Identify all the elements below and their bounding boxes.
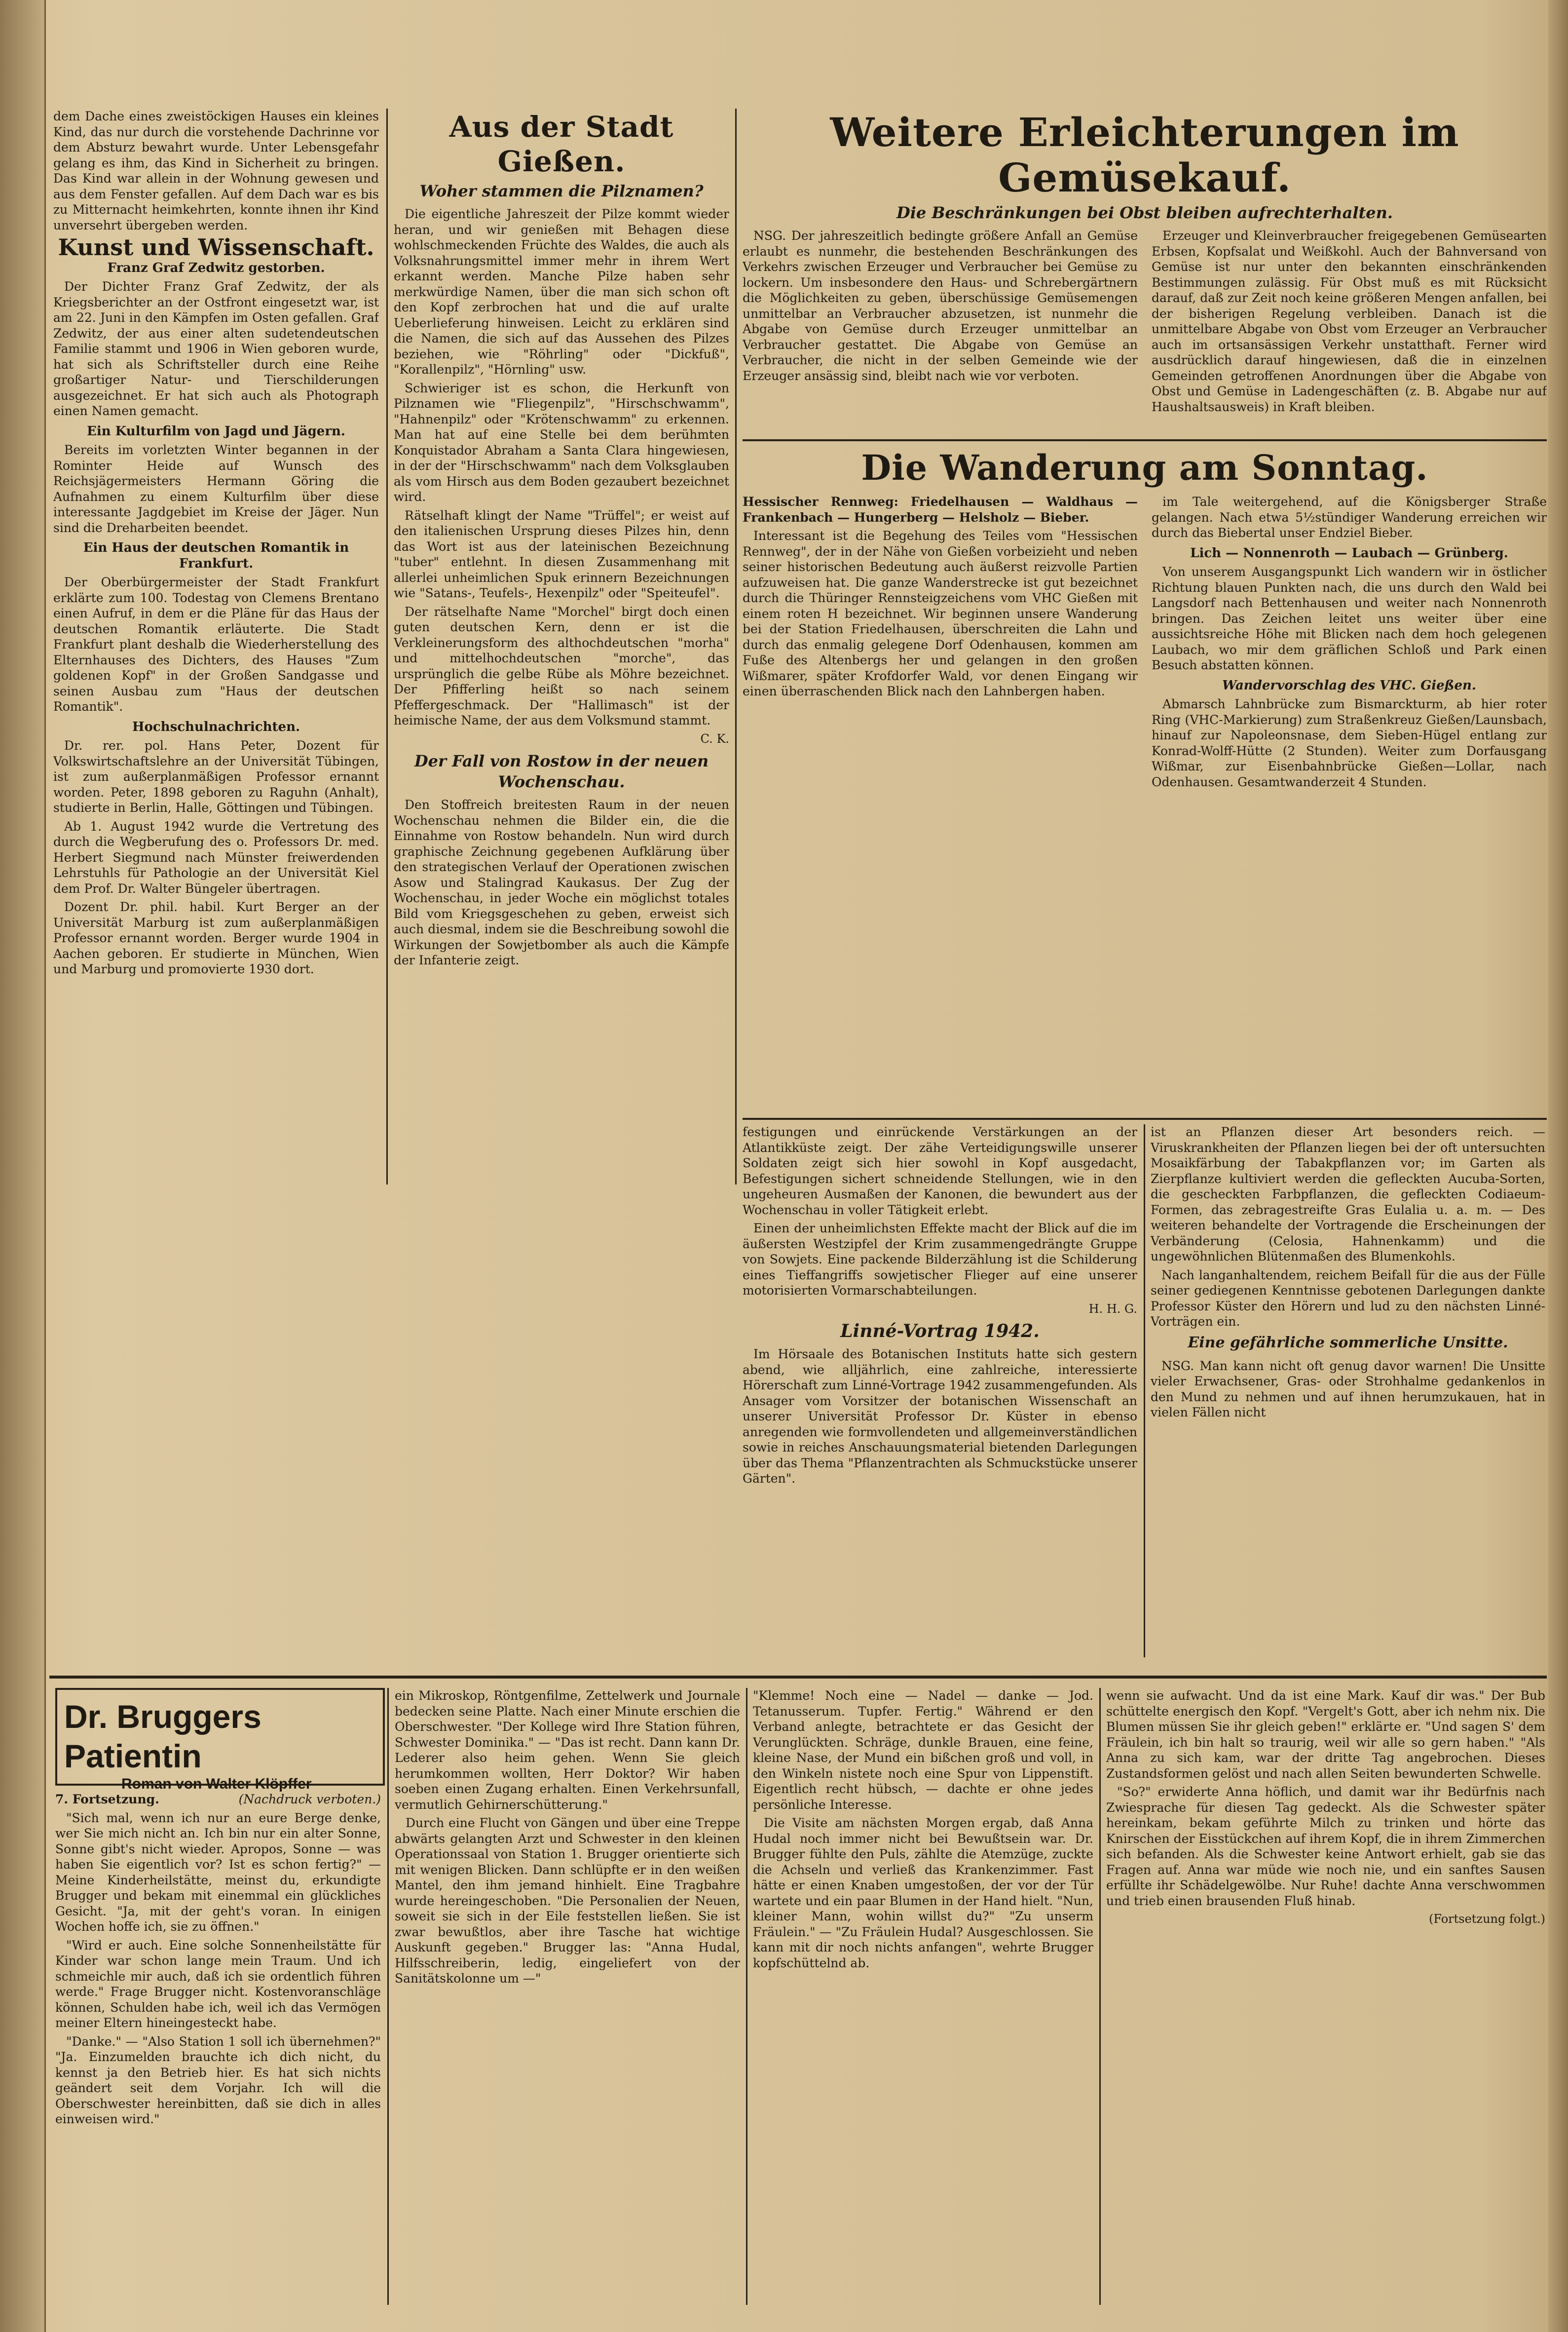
- article-title-pilznamen: Woher stammen die Pilznamen?: [419, 182, 704, 200]
- wander-route-1: Hessischer Rennweg: Friedelhausen — Waldhaus — Frankenbach — Hungerberg — Helsholz — Bieber.: [743, 495, 1138, 525]
- pilz-text-4: Der rätselhafte Name "Morchel" birgt doch einen guten deutschen Kern, denn er ist die Verkleinerungsform des althochdeutschen "morha" und mittelhochdeutschen "morche", das ursprünglich die gelbe Rübe als Möhre bezeichnet. Der Pfifferling heißt so nach seinem Pfeffergeschmack. Der "Hallimasch" ist der heimische Name, der aus dem Volksmund stammt.: [394, 604, 729, 727]
- novel-column-1: [55, 1792, 381, 2305]
- linne-text-1: Im Hörsaale des Botanischen Instituts hatte sich gestern abend, wie alljährlich, eine zahlreiche, interessierte Hörerschaft zum Linné-Vortrage 1942 zusammengefunden. Als Ansager vom Vorsitzer der botanischen Wissenschaft an unserer Universität Professor Dr. Küster in ebenso anregenden wie formvollendeten und allgemeinverständlichen sowie in reiches Anschauungsmaterial bietenden Darlegungen über das Thema "Pflanzentrachten als Schmuckstücke unserer Gärten".: [743, 1347, 1137, 1486]
- gemuese-text-1: NSG. Der jahreszeitlich bedingte größere Anfall an Gemüse erlaubt es nunmehr, die bestehenden Beschränkungen des Verkehrs zwischen Erzeuger und Verbraucher bei Gemüse zu lockern. Um insbesondere den Haus- und Schrebergärtnern die Möglichkeiten zu geben, überschüssige Gemüsemengen unmittelbar an Verbraucher abzusetzen, ist nunmehr die Abgabe von Gemüse durch Erzeuger unmittelbar an Verbraucher gestattet. Die Abgabe von Gemüse an Verbraucher, die nicht in der selben Gemeinde wie der Erzeuger ansässig sind, bleibt nach wie vor verboten.: [743, 229, 1138, 383]
- novel-notice: (Nachdruck verboten.): [238, 1792, 381, 1806]
- rostow-text: Den Stoffreich breitesten Raum in der neuen Wochenschau nehmen die Bilder ein, die die Einnahme von Rostow behandeln. Nun wird durch graphische Zeichnung gegebenen Aufklärung über den strategischen Verlauf der Operationen zwischen Asow und Stalingrad Kaukasus. Der Zug der Wochenschau, in jeder Woche ein möglichst totales Bild vom Kriegsgeschehen zu geben, erweist sich auch diesmal, indem sie die Beschreibung sowohl die Wirkungen der Sowjetbomber als auch die Kämpfe der Infanterie zeigt.: [394, 798, 729, 967]
- novel-text-1: "Sich mal, wenn ich nur an eure Berge denke, wer Sie mich nicht an. Ich bin nur ein alter Sonne, Sonne gibt's nicht wieder. Apropos, Sonne — was haben Sie eigentlich vor? Ist es schon fertig?" — Meine Kinderheilstätte, meinst du, erkundigte Brugger und bekam mit einemmal ein glückliches Gesicht. "Ja, mit der geht's voran. In einigen Wochen hoffe ich, sie zu öffnen.": [55, 1810, 381, 1934]
- unsitte-text: NSG. Man kann nicht oft genug davor warnen! Die Unsitte vieler Erwachsener, Gras- oder Strohhalme gedankenlos in den Mund zu nehmen und auf ihnen herumzukauen, hat in vielen Fällen nicht: [1151, 1358, 1545, 1419]
- section-rule: [743, 439, 1547, 441]
- adjacent-page-strip: [0, 0, 46, 2332]
- headline-wanderung: Die Wanderung am Sonntag.: [861, 447, 1428, 488]
- novel-text-8: wenn sie aufwacht. Und da ist eine Mark. Kauf dir was." Der Bub schüttelte energisch den Kopf. "Vergelt's Gott, aber ich nehm nix. Die Blumen müssen Sie ihr gleich geben!" erklärte er. "Und sagen S' dem Fräulein, ich bin halt so traurig, weil wir alle so gern haben." "Als Anna zu sich kam, war der dritte Tag angebrochen. Dieses Zustandsformen gelöst und nach allen Seiten bewunderten Schwelle.: [1106, 1688, 1545, 1781]
- column-rule: [386, 109, 388, 1185]
- gemuese-text-2: Erzeuger und Kleinverbraucher freigegebenen Gemüsearten Erbsen, Kopfsalat und Weißkohl. Auch der Bahnversand von Gemüse ist nur unter den bekannten einschränkenden Bestimmungen zulässig. Für Obst muß es mit Rücksicht darauf, daß zur Zeit noch keine größeren Mengen anfallen, bei der bisherigen Regelung verbleiben. Danach ist die unmittelbare Abgabe von Obst vom Erzeuger an Verbraucher auch im ortsansässigen Verkehr unstatthaft. Ferner wird ausdrücklich darauf hingewiesen, daß die in einzelnen Gemeinden getroffenen Anordnungen über die Abgabe von Obst und Gemüse in Ladengeschäften (z. B. Abgabe nur auf Haushaltsausweis) in Kraft bleiben.: [1152, 229, 1547, 414]
- novel-column-2: [395, 1688, 740, 2305]
- novel-text-2: "Wird er auch. Eine solche Sonnenheilstätte für Kinder war schon lange mein Traum. Und ich schmeichle mir auch, daß ich sie ordentlich führen werde." Frage Brugger nicht. Kostenvoranschläge können, Schulden habe ich, weil ich das Vermögen meiner Eltern hineingesteckt habe.: [55, 1938, 381, 2030]
- byline: C. K.: [700, 731, 729, 746]
- column-linne: [743, 1124, 1137, 1667]
- article-title-hochschul: Hochschulnachrichten.: [132, 719, 300, 734]
- pilz-text-2: Schwieriger ist es schon, die Herkunft von Pilznamen wie "Fliegenpilz", "Hirschschwamm", "Hahnenpilz" oder "Krötenschwamm" zu erkennen. Man hat auf eine Stelle bei dem berühmten Konquistador Abraham a Santa Clara hingewiesen, in der der "Hirschschwamm" nach dem Volksglauben als vom Hirsch aus dem Boden gezaubert bezeichnet wird.: [394, 381, 729, 504]
- novel-top-rule: [49, 1676, 1547, 1679]
- wander-text-4: Abmarsch Lahnbrücke zum Bismarckturm, ab hier roter Ring (VHC-Markierung) zum Straßenkreuz Gießen/Launsbach, hinauf zur Napoleonsnase, dem Sieben-Hügel entlang zur Konrad-Wolff-Hütte (2 Stunden). Weiter zum Dorfausgang Wißmar, zur Eisenbahnbrücke Gießen—Lollar, nach Odenhausen. Gesamtwanderzeit 4 Stunden.: [1152, 697, 1547, 789]
- wander-text-3: Von unserem Ausgangspunkt Lich wandern wir in östlicher Richtung blauen Punkten nach, die uns durch den Wald bei Langsdorf nach Bettenhausen und weiter nach Nonnenroth bringen. Das Zeichen leitet uns weiter über eine aussichtsreiche Höhe mit Blicken nach dem hoch gelegenen Laubach, wo mir dem gräflichen Schloß und Park einen Besuch abstatten können.: [1152, 565, 1547, 672]
- wander-text-1: Interessant ist die Begehung des Teiles vom "Hessischen Rennweg", der in der Nähe von Gießen vorbeizieht und neben seiner historischen Bedeutung auch äußerst reizvolle Partien aufzuweisen hat. Die ganze Wanderstrecke ist gut bezeichnet durch die Thüringer Rennsteigzeichens vom VHC Gießen mit einem roten H bezeichnet. Wir beginnen unsere Wanderung bei der Station Friedelhausen, überschreiten die Lahn und durch das enmalig gelegene Dorf Odenhausen, kommen am Fuße des Altenbergs her und gelangen in den großen Wißmarer, später Krofdorfer Wald, vor denen Eingang wir einen überraschenden Blick nach den Lahnbergen haben.: [743, 529, 1138, 698]
- subheadline-gemuesekauf: Die Beschränkungen bei Obst bleiben aufrechterhalten.: [896, 203, 1393, 222]
- page-edge: [1548, 0, 1568, 2332]
- article-text-zedwitz: Der Dichter Franz Graf Zedwitz, der als Kriegsberichter an der Ostfront eingesetzt war, ist am 22. Juni in den Kämpfen im Osten gefallen. Graf Zedwitz, der aus einer alten sudetendeutschen Familie stammt und 1906 in Wien geboren wurde, hat sich als Schriftsteller durch eine Reihe großartiger Natur- und Tierschilderungen ausgezeichnet. Er hat sich auch als Photograph einen Namen gemacht.: [53, 279, 379, 418]
- article-text-hochschul-3: Dozent Dr. phil. habil. Kurt Berger an der Universität Marburg ist zum außerplanmäßigen Professor ernannt worden. Berger wurde 1904 in Aachen geboren. Er studierte in München, Wien und Marburg und promovierte 1930 dort.: [53, 900, 379, 976]
- article-title-rostow: Der Fall von Rostow in der neuen Wochenschau.: [414, 752, 709, 791]
- novel-title: Dr. Bruggers Patientin: [64, 1698, 261, 1774]
- linne-text-3: Nach langanhaltendem, reichem Beifall für die aus der Fülle seiner gediegenen Kenntnisse gebotenen Darlegungen dankte Professor Küster den Hörern und lud zu den nächsten Linné-Vorträgen ein.: [1151, 1267, 1545, 1329]
- novel-text-6: "Klemme! Noch eine — Nadel — danke — Jod. Tetanusserum. Tupfer. Fertig." Während er den Verband anlegte, betrachtete er das Gesicht der Verunglückten. Schräge, dunkle Brauen, eine feine, kleine Nase, der Mund ein bißchen groß und voll, in den Winkeln nistete noch eine Spur von Lippenstift. Eigentlich recht hübsch, — dachte er ohne jedes persönliche Interesse.: [753, 1688, 1093, 1812]
- column-stadt-giessen: [394, 110, 729, 1185]
- article-gemuesekauf: [743, 110, 1547, 435]
- novel-column-3: [753, 1688, 1093, 2305]
- pilz-text-1: Die eigentliche Jahreszeit der Pilze kommt wieder heran, und wir genießen mit Behagen diese wohlschmeckenden Früchte des Waldes, die auch als Volksnahrungsmittel immer mehr in ihrem Wert erkannt werden. Manche Pilze haben sehr merkwürdige Namen, über die man sich schon oft den Kopf zerbrochen hat und die auf uralte Ueberlieferung hinweisen. Leicht zu erklären sind die Namen, die sich auf das Aussehen des Pilzes beziehen, wie "Röhrling" oder "Dickfuß", "Korallenpilz", "Hörnling" usw.: [394, 207, 729, 377]
- headline-unsitte: Eine gefährliche sommerliche Unsitte.: [1188, 1334, 1508, 1351]
- novel-author: Roman von Walter Klöpffer: [121, 1776, 312, 1792]
- article-title-zedwitz: Franz Graf Zedwitz gestorben.: [107, 260, 325, 275]
- byline-hhg: H. H. G.: [1088, 1301, 1137, 1316]
- novel-text-5: Durch eine Flucht von Gängen und über eine Treppe abwärts gelangten Arzt und Schwester in den kleinen Operationssaal von Station 1. Brugger orientierte sich mit wenigen Blicken. Dann schlüpfte er in den weißen Mantel, den ihm jemand hinhielt. Eine Tragbahre wurde hereingeschoben. "Die Personalien der Neuen, soweit sie sich in der Eile feststellen ließen. Sie ist zwar bewußtlos, aber ihre Tasche hat wichtige Auskunft gegeben." Brugger las: "Anna Hudal, Hilfsschreiberin, ledig, eingeliefert von der Sanitätskolonne um —": [395, 1816, 740, 1986]
- column-rule: [387, 1688, 389, 2305]
- pilz-text-3: Rätselhaft klingt der Name "Trüffel"; er weist auf den italienischen Ursprung dieses Pilzes hin, denn das Wort ist aus der lateinischen Bezeichnung "tuber" entlehnt. In diesen Zusammenhang mit allerlei unheimlichen Spuk erinnern Bezeichnungen wie "Satans-, Teufels-, Hexenpilz" oder "Speiteufel".: [394, 508, 729, 600]
- article-wanderung: [743, 447, 1547, 1110]
- section-rule: [743, 1118, 1547, 1120]
- column-rule: [1144, 1124, 1145, 1657]
- wander-route-2: Lich — Nonnenroth — Laubach — Grünberg.: [1190, 545, 1508, 561]
- column-rule: [735, 109, 737, 1185]
- novel-text-3: "Danke." — "Also Station 1 soll ich übernehmen?" "Ja. Einzumelden brauchte ich dich nicht, du kennst ja den Betrieb hier. Es hat sich nichts geändert seit dem Vorjahr. Ich will die Oberschwester hereinbitten, daß sie dich in alles einweisen wird.": [55, 2034, 381, 2126]
- column-linne-cont: [1151, 1124, 1545, 1667]
- intro-text: dem Dache eines zweistöckigen Hauses ein kleines Kind, das nur durch die vorstehende Dachrinne vor dem Absturz bewahrt wurde. Unter Lebensgefahr gelang es ihm, das Kind in Sicherheit zu bringen. Das Kind war allein in der Wohnung gewesen und aus dem Fenster gefallen. Auf dem Dach war es bis zu Mitternacht heimkehrten, konnte ihnen ihr Kind unversehrt übergeben werden.: [53, 109, 379, 232]
- wander-route-3: Wandervorschlag des VHC. Gießen.: [1222, 678, 1476, 693]
- novel-text-7: Die Visite am nächsten Morgen ergab, daß Anna Hudal noch immer nicht bei Bewußtsein war. Dr. Brugger fühlte den Puls, zählte die Atemzüge, zuckte die Achseln und verließ das Krankenzimmer. Fast hätte er einen Knaben umgestoßen, der vor der Tür wartete und ein paar Blumen in der Hand hielt. "Nun, kleiner Mann, wohin willst du?" "Zu unserm Fräulein." — "Zu Fräulein Hudal? Ausgeschlossen. Sie kann mit dir noch nichts anfangen", wehrte Brugger kopfschüttelnd ab.: [753, 1816, 1093, 1970]
- headline-gemuesekauf: Weitere Erleichterungen im Gemüsekauf.: [830, 110, 1459, 201]
- novel-text-4: ein Mikroskop, Röntgenfilme, Zettelwerk und Journale bedecken seine Platte. Nach einer Minute erschien die Oberschwester. "Der Kollege wird Ihre Station führen, Schwester Dominika." — "Das ist recht. Dann kann Dr. Lederer also heim gehen. Wenn Sie gleich herumkommen wollten, Herr Doktor? Wir haben soeben einen Zugang erhalten. Einen Verkehrsunfall, vermutlich Gehirnerschütterung.": [395, 1688, 740, 1812]
- novel-title-box: [55, 1688, 385, 1792]
- article-text-hochschul-2: Ab 1. August 1942 wurde die Vertretung des durch die Wegberufung des o. Professors Dr. med. Herbert Siegmund nach Münster freiwerdenden Lehrstuhls für Pathologie an der Universität Kiel dem Prof. Dr. Walter Büngeler übertragen.: [53, 819, 379, 896]
- article-title-romantik: Ein Haus der deutschen Romantik in Frankfurt.: [83, 540, 349, 571]
- wochenschau-cont-1: festigungen und einrückende Verstärkungen an der Atlantikküste zeigt. Der zähe Verteidigungswille unserer Soldaten zeigt sich hier sowohl in Kopf ausgedacht, Befestigungen sichert schneidende Stellungen, wie in den ungeheuren Ausmaßen der Kanonen, die bewundert aus der Wochenschau in voller Tätigkeit erlebt.: [743, 1125, 1137, 1217]
- column-kunst-wissenschaft: [53, 109, 379, 1175]
- article-title-jagd: Ein Kulturfilm von Jagd und Jägern.: [87, 423, 345, 439]
- column-rule: [746, 1688, 747, 2305]
- article-text-hochschul-1: Dr. rer. pol. Hans Peter, Dozent für Volkswirtschaftslehre an der Universität Tübingen, ist zum außerplanmäßigen Professor ernannt worden. Peter, 1898 geboren zu Raguhn (Anhalt), studierte in Berlin, Halle, Göttingen und Tübingen.: [53, 738, 379, 815]
- wander-text-2: im Tale weitergehend, auf die Königsberger Straße gelangen. Nach etwa 5½stündiger Wanderung erreichen wir durch das Biebertal unser Endziel Bieber.: [1152, 495, 1547, 540]
- linne-text-2: ist an Pflanzen dieser Art besonders reich. — Viruskrankheiten der Pflanzen liegen bei der oft untersuchten Mosaikfärbung der Tabakpflanzen vor; im Garten als Zierpflanze kultiviert werden die gefleckten Aucuba-Sorten, die gescheckten Farbpflanzen, die gefleckten Codiaeum-Formen, das zebragestreifte Gras Eulalia u. a. m. — Des weiteren behandelte der Vortragende die Erscheinungen der Verbänderung (Celosia, Hahnenkamm) und die ungewöhnlichen Blütenmaßen des Blumenkohls.: [1151, 1125, 1545, 1263]
- article-text-romantik: Der Oberbürgermeister der Stadt Frankfurt erklärte zum 100. Todestag von Clemens Brentano einen Aufruf, in dem er die Pläne für das Haus der deutschen Romantik erläuterte. Die Stadt Frankfurt plant deshalb die Wiederherstellung des Elternhauses des Dichters, des Hauses "Zum goldenen Kopf" in der Großen Sandgasse und seinen Ausbau zum "Haus der deutschen Romantik".: [53, 575, 379, 714]
- novel-text-9: "So?" erwiderte Anna höflich, und damit war ihr Bedürfnis nach Zwiesprache für diesen Tag gedeckt. Als die Schwester später hereinkam, bekam geführte Milch zu trinken und hörte das Knirschen der Eisstückchen auf ihrem Kopf, die in ihrem Zimmerchen sich befanden. Als die Schwester keine Antwort erhielt, gab sie das Fragen auf. Anna war müde wie noch nie, und ein sanftes Sausen erfüllte ihr Schädelgewölbe. Nur Ruhe! dachte Anna verschwommen und trieb einen brausenden Fluß hinab.: [1106, 1785, 1545, 1908]
- section-header-giessen: Aus der Stadt Gießen.: [449, 110, 674, 178]
- article-text-jagd: Bereits im vorletzten Winter begannen in der Rominter Heide auf Wunsch des Reichsjägermeisters Hermann Göring die Aufnahmen zu einem Kulturfilm über diese interessante Jagdgebiet im Kreise der Jäger. Nun sind die Dreharbeiten beendet.: [53, 443, 379, 535]
- novel-continuation: (Fortsetzung folgt.): [1429, 1912, 1545, 1926]
- headline-linne: Linné-Vortrag 1942.: [840, 1321, 1040, 1341]
- section-title: Kunst und Wissenschaft.: [58, 234, 374, 261]
- column-rule: [1099, 1688, 1101, 2305]
- novel-installment: 7. Fortsetzung.: [55, 1792, 159, 1806]
- wochenschau-cont-2: Einen der unheimlichsten Effekte macht der Blick auf die im äußersten Westzipfel der Krim zusammengedrängte Gruppe von Sowjets. Eine packende Bilderzählung ist die Schilderung eines Tieffangriffs sowjetischer Flieger auf eine unserer motorisierten Vormarschabteilungen.: [743, 1221, 1137, 1298]
- novel-column-4: [1106, 1688, 1545, 2305]
